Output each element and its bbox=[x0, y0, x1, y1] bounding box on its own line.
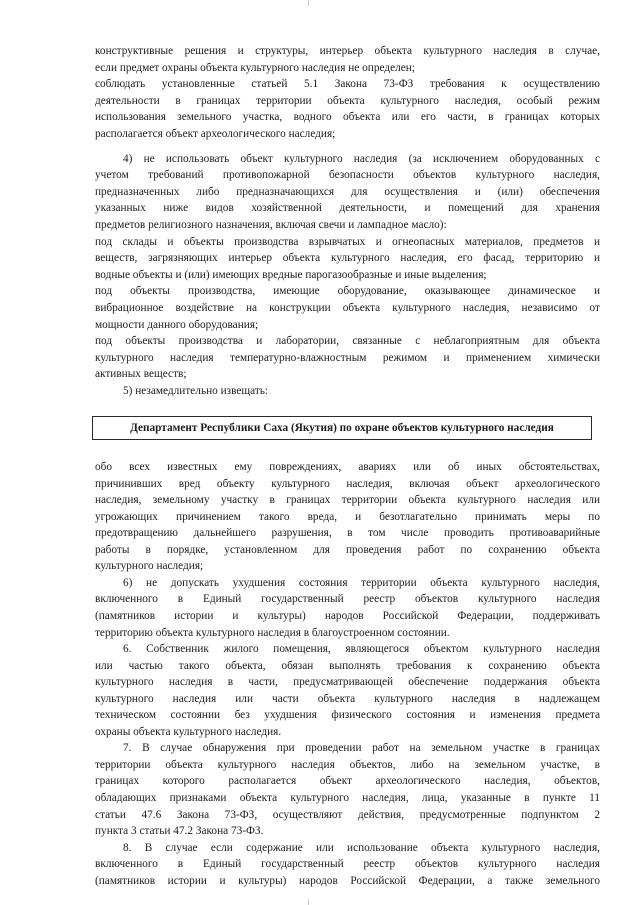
authority-banner bbox=[92, 416, 592, 440]
text-line: наследия, земельному участку в границах территории объекта культурного наследия или bbox=[95, 494, 600, 507]
text-line: под объекты производства, имеющие оборудование, оказывающее динамическое и bbox=[95, 285, 600, 298]
text-line: культурного наследия; bbox=[95, 560, 204, 573]
text-line: соблюдать установленные статьей 5.1 Закона 73-ФЗ требования к осуществлению bbox=[95, 78, 600, 91]
authority-banner-text: Департамент Республики Саха (Якутия) по охране объектов культурного наследия bbox=[130, 422, 554, 434]
text-line: использования земельного участка, водного объекта или его части, в границах которых bbox=[95, 111, 600, 124]
text-line: обладающих признаками объекта культурного наследия, лица, указанные в пункте 11 bbox=[95, 792, 600, 804]
text-line: охраны объекта культурного наследия. bbox=[95, 725, 282, 738]
text-line: 7. В случае обнаружения при проведении работ на земельном участке в границах bbox=[123, 742, 600, 755]
text-line: располагается объект археологического наследия; bbox=[95, 128, 336, 140]
fold-mark-top bbox=[308, 0, 309, 6]
text-line: обо всех известных ему повреждениях, авариях или об иных обстоятельствах, bbox=[95, 461, 600, 473]
text-line: угрожающих причинением такого вреда, и безотлагательно принимать меры по bbox=[95, 510, 600, 523]
text-line: пункта 3 статьи 47.2 Закона 73-ФЗ. bbox=[95, 825, 264, 838]
text-line: предотвращению дальнейшего разрушения, в том числе проводить противоаварийные bbox=[95, 527, 600, 540]
text-line: статьи 47.6 Закона 73-ФЗ, осуществляют действия, предусмотренные подпунктом 2 bbox=[95, 808, 600, 821]
text-line: водные объекты и (или) имеющих вредные парогазообразные и иные выделения; bbox=[95, 268, 487, 281]
text-line: предназначенных либо предназначающихся для осуществления и (или) обеспечения bbox=[95, 185, 600, 198]
text-line: конструктивные решения и структуры, интерьер объекта культурного наследия в случае, bbox=[95, 45, 600, 57]
text-line: включенного в Единый государственный реестр объектов культурного наследия bbox=[95, 593, 600, 606]
text-line: 6) не допускать ухудшения состояния территории объекта культурного наследия, bbox=[123, 576, 600, 589]
text-line: культурного наследия температурно-влажностным режимом и применением химически bbox=[95, 351, 600, 364]
text-line: если предмет охраны объекта культурного наследия не определен; bbox=[95, 61, 415, 74]
text-line: территории объекта культурного наследия объектов, либо на земельном участке, в bbox=[95, 758, 600, 771]
text-line: активных веществ; bbox=[95, 368, 187, 381]
text-line: 4) не использовать объект культурного наследия (за исключением оборудованных с bbox=[123, 152, 600, 165]
text-line: включенного в Единый государственный реестр объектов культурного наследия bbox=[95, 858, 600, 871]
text-line: работы в порядке, установленном для проведения работ по сохранению объекта bbox=[95, 543, 600, 556]
text-line: вибрационное воздействие на конструкции объекта культурного наследия, независимо от bbox=[95, 302, 600, 314]
text-line: предметов религиозного назначения, включая свечи и лампадное масло): bbox=[95, 219, 447, 231]
text-line: культурного наследия или части объекта культурного наследия в надлежащем bbox=[95, 692, 600, 705]
text-line: 8. В случае если содержание или использование объекта культурного наследия, bbox=[123, 841, 600, 854]
text-line: (памятников истории и культуры) народов Российской Федерации, а также земельного bbox=[95, 874, 600, 887]
text-line: веществ, загрязняющих интерьер объекта культурного наследия, его фасад, территорию и bbox=[95, 252, 600, 265]
text-line: культурного наследия в части, предусматривающей обеспечение поддержания объекта bbox=[95, 676, 600, 689]
text-line: указанных ниже видов хозяйственной деятельности, и помещений для хранения bbox=[95, 202, 600, 215]
text-line: техническом состоянии без ухудшения физического состояния и изменения предмета bbox=[95, 709, 600, 722]
text-line: границах которого располагается объект археологического наследия, объектов, bbox=[95, 775, 600, 788]
text-line: или частью такого объекта, обязан выполнять требования к сохранению объекта bbox=[95, 659, 600, 672]
text-line: под склады и объекты производства взрывчатых и огнеопасных материалов, предметов и bbox=[95, 235, 600, 248]
text-line: причинивших вред объекту культурного наследия, включая объект археологического bbox=[95, 477, 600, 490]
text-line: деятельности в границах территории объекта культурного наследия, особый режим bbox=[95, 94, 600, 107]
text-line: под объекты производства и лаборатории, связанные с неблагоприятным для объекта bbox=[95, 335, 600, 348]
text-line: мощности данного оборудования; bbox=[95, 318, 259, 331]
text-line: 5) незамедлительно извещать: bbox=[123, 385, 269, 397]
text-line: (памятников истории и культуры) народов Российской Федерации, поддерживать bbox=[95, 609, 600, 622]
fold-mark-bottom bbox=[308, 899, 309, 905]
text-line: 6. Собственник жилого помещения, являющегося объектом культурного наследия bbox=[123, 643, 600, 656]
text-line: учетом требований противопожарной безопасности объектов культурного наследия, bbox=[95, 169, 600, 182]
text-line: территорию объекта культурного наследия в благоустроенном состоянии. bbox=[95, 626, 450, 639]
